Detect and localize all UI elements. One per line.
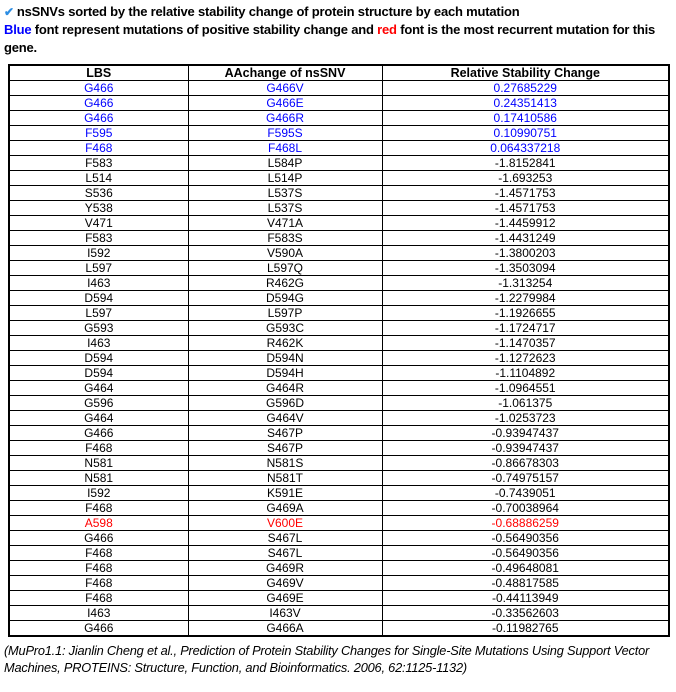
stability-cell: -1.1724717 xyxy=(382,321,669,336)
stability-cell: -1.1272623 xyxy=(382,351,669,366)
lbs-cell: L597 xyxy=(9,261,188,276)
legend-text xyxy=(4,21,674,57)
stability-cell: -1.1104892 xyxy=(382,366,669,381)
aachange-cell: G469E xyxy=(188,591,382,606)
table-row xyxy=(9,141,669,156)
stability-cell: -0.48817585 xyxy=(382,576,669,591)
stability-cell: -0.86678303 xyxy=(382,456,669,471)
stability-cell: -0.49648081 xyxy=(382,561,669,576)
table-row xyxy=(9,351,669,366)
aachange-cell: V590A xyxy=(188,246,382,261)
lbs-cell: F468 xyxy=(9,441,188,456)
lbs-cell: I592 xyxy=(9,486,188,501)
table-row xyxy=(9,576,669,591)
aachange-cell: G469V xyxy=(188,576,382,591)
table-row xyxy=(9,201,669,216)
lbs-cell: F595 xyxy=(9,126,188,141)
stability-cell: -0.7439051 xyxy=(382,486,669,501)
citation-text: (MuPro1.1: Jianlin Cheng et al., Prediction of Protein Stability Changes for Single-Site Mutations Using Support Vector Machines, PROTEINS: Structure, Function, and Bioinformatics. 2006, 62:1125-1132) xyxy=(4,643,650,675)
table-row xyxy=(9,111,669,126)
lbs-cell: G466 xyxy=(9,531,188,546)
stability-cell: 0.064337218 xyxy=(382,141,669,156)
aachange-cell: I463V xyxy=(188,606,382,621)
aachange-cell: D594H xyxy=(188,366,382,381)
aachange-cell: V600E xyxy=(188,516,382,531)
stability-cell: -1.4571753 xyxy=(382,201,669,216)
stability-cell: -1.061375 xyxy=(382,396,669,411)
lbs-cell: F468 xyxy=(9,576,188,591)
lbs-cell: G466 xyxy=(9,96,188,111)
table-row xyxy=(9,561,669,576)
table-row xyxy=(9,456,669,471)
table-row xyxy=(9,426,669,441)
aachange-cell: G466E xyxy=(188,96,382,111)
stability-cell: -0.33562603 xyxy=(382,606,669,621)
lbs-cell: A598 xyxy=(9,516,188,531)
lbs-cell: D594 xyxy=(9,351,188,366)
aachange-cell: G596D xyxy=(188,396,382,411)
table-row xyxy=(9,441,669,456)
stability-cell: 0.24351413 xyxy=(382,96,669,111)
table-row xyxy=(9,186,669,201)
lbs-cell: F468 xyxy=(9,501,188,516)
aachange-cell: D594N xyxy=(188,351,382,366)
lbs-cell: F468 xyxy=(9,561,188,576)
lbs-cell: F468 xyxy=(9,141,188,156)
lbs-cell: F468 xyxy=(9,546,188,561)
table-row xyxy=(9,171,669,186)
table-row xyxy=(9,366,669,381)
aachange-cell: V471A xyxy=(188,216,382,231)
table-row xyxy=(9,546,669,561)
stability-cell: -1.313254 xyxy=(382,276,669,291)
lbs-cell: I463 xyxy=(9,606,188,621)
lbs-cell: V471 xyxy=(9,216,188,231)
table-header-row xyxy=(9,65,669,81)
stability-cell: -0.56490356 xyxy=(382,531,669,546)
stability-cell: -1.8152841 xyxy=(382,156,669,171)
stability-cell: -1.0964551 xyxy=(382,381,669,396)
lbs-cell: F583 xyxy=(9,231,188,246)
aachange-cell: N581T xyxy=(188,471,382,486)
stability-cell: -1.0253723 xyxy=(382,411,669,426)
lbs-cell: N581 xyxy=(9,471,188,486)
aachange-cell: L514P xyxy=(188,171,382,186)
stability-cell: -1.3800203 xyxy=(382,246,669,261)
aachange-cell: R462G xyxy=(188,276,382,291)
table-row xyxy=(9,276,669,291)
aachange-cell: G469R xyxy=(188,561,382,576)
lbs-cell: Y538 xyxy=(9,201,188,216)
stability-cell: -1.4431249 xyxy=(382,231,669,246)
aachange-cell: F468L xyxy=(188,141,382,156)
check-icon: ✔ xyxy=(4,5,14,19)
table-row xyxy=(9,606,669,621)
lbs-cell: G466 xyxy=(9,621,188,637)
table-row xyxy=(9,306,669,321)
lbs-cell: I463 xyxy=(9,336,188,351)
lbs-cell: G464 xyxy=(9,381,188,396)
table-row xyxy=(9,126,669,141)
table-row xyxy=(9,411,669,426)
aachange-cell: L597Q xyxy=(188,261,382,276)
legend-mid-text: font represent mutations of positive stability change and xyxy=(31,22,378,37)
aachange-cell: S467L xyxy=(188,531,382,546)
aachange-cell: L537S xyxy=(188,186,382,201)
aachange-cell: F595S xyxy=(188,126,382,141)
table-row xyxy=(9,486,669,501)
table-row xyxy=(9,621,669,637)
lbs-cell: F468 xyxy=(9,591,188,606)
table-body xyxy=(9,81,669,637)
table-row xyxy=(9,231,669,246)
table-row xyxy=(9,381,669,396)
stability-cell: -1.1470357 xyxy=(382,336,669,351)
table-row xyxy=(9,261,669,276)
legend-red-word: red xyxy=(377,22,397,37)
stability-cell: -0.74975157 xyxy=(382,471,669,486)
table-row xyxy=(9,216,669,231)
lbs-cell: G596 xyxy=(9,396,188,411)
stability-cell: -1.1926655 xyxy=(382,306,669,321)
aachange-cell: G466R xyxy=(188,111,382,126)
table-row xyxy=(9,321,669,336)
lbs-cell: G593 xyxy=(9,321,188,336)
aachange-cell: N581S xyxy=(188,456,382,471)
aachange-cell: S467L xyxy=(188,546,382,561)
stability-cell: 0.27685229 xyxy=(382,81,669,96)
aachange-cell: G464V xyxy=(188,411,382,426)
aachange-cell: D594G xyxy=(188,291,382,306)
lbs-cell: D594 xyxy=(9,291,188,306)
nssnv-table xyxy=(8,64,670,637)
table-row xyxy=(9,516,669,531)
legend-end-text: font is the most recurrent mutation for this gene. xyxy=(4,22,656,55)
lbs-cell: N581 xyxy=(9,456,188,471)
aachange-cell: G593C xyxy=(188,321,382,336)
lbs-cell: I592 xyxy=(9,246,188,261)
stability-cell: -0.93947437 xyxy=(382,441,669,456)
table-row xyxy=(9,156,669,171)
stability-cell: -1.693253 xyxy=(382,171,669,186)
stability-cell: -0.56490356 xyxy=(382,546,669,561)
table-row xyxy=(9,471,669,486)
table-row xyxy=(9,591,669,606)
lbs-cell: S536 xyxy=(9,186,188,201)
table-row xyxy=(9,291,669,306)
lbs-cell: G464 xyxy=(9,411,188,426)
column-header-lbs: LBS xyxy=(9,65,188,81)
aachange-cell: G466V xyxy=(188,81,382,96)
aachange-cell: L584P xyxy=(188,156,382,171)
lbs-cell: F583 xyxy=(9,156,188,171)
stability-cell: 0.17410586 xyxy=(382,111,669,126)
table-row xyxy=(9,96,669,111)
aachange-cell: L537S xyxy=(188,201,382,216)
lbs-cell: I463 xyxy=(9,276,188,291)
stability-cell: -0.44113949 xyxy=(382,591,669,606)
legend-blue-word: Blue xyxy=(4,22,32,37)
stability-cell: -1.2279984 xyxy=(382,291,669,306)
stability-cell: -1.3503094 xyxy=(382,261,669,276)
column-header-aachange: AAchange of nsSNV xyxy=(188,65,382,81)
stability-cell: -0.70038964 xyxy=(382,501,669,516)
aachange-cell: G464R xyxy=(188,381,382,396)
section-title xyxy=(4,3,672,21)
stability-cell: -0.11982765 xyxy=(382,621,669,637)
aachange-cell: R462K xyxy=(188,336,382,351)
table-row xyxy=(9,501,669,516)
table-row xyxy=(9,531,669,546)
stability-cell: -1.4459912 xyxy=(382,216,669,231)
lbs-cell: G466 xyxy=(9,81,188,96)
aachange-cell: G466A xyxy=(188,621,382,637)
lbs-cell: G466 xyxy=(9,426,188,441)
aachange-cell: F583S xyxy=(188,231,382,246)
stability-cell: -0.93947437 xyxy=(382,426,669,441)
aachange-cell: G469A xyxy=(188,501,382,516)
table-row xyxy=(9,396,669,411)
stability-cell: -1.4571753 xyxy=(382,186,669,201)
table-row xyxy=(9,246,669,261)
lbs-cell: L514 xyxy=(9,171,188,186)
lbs-cell: D594 xyxy=(9,366,188,381)
aachange-cell: L597P xyxy=(188,306,382,321)
section-title-text: nsSNVs sorted by the relative stability change of protein structure by each mutation xyxy=(16,4,520,19)
column-header-stability: Relative Stability Change xyxy=(382,65,669,81)
stability-cell: -0.68886259 xyxy=(382,516,669,531)
aachange-cell: K591E xyxy=(188,486,382,501)
lbs-cell: L597 xyxy=(9,306,188,321)
stability-cell: 0.10990751 xyxy=(382,126,669,141)
aachange-cell: S467P xyxy=(188,426,382,441)
table-row xyxy=(9,81,669,96)
aachange-cell: S467P xyxy=(188,441,382,456)
table-row xyxy=(9,336,669,351)
lbs-cell: G466 xyxy=(9,111,188,126)
